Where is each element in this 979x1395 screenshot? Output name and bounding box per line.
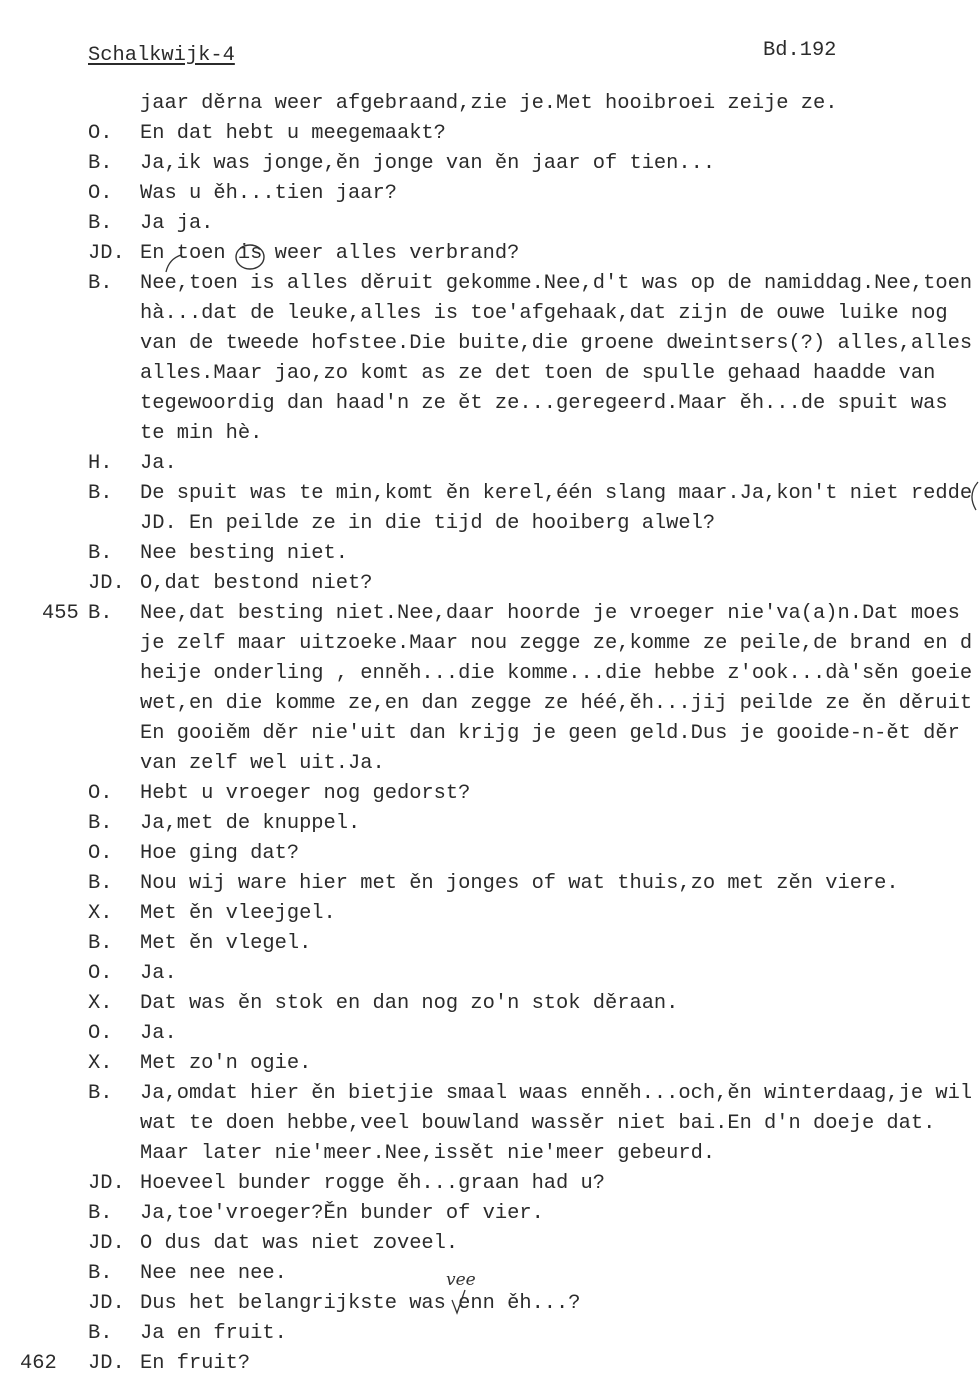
page-reference: Bd.192	[763, 39, 837, 62]
transcript-line	[0, 1319, 979, 1349]
transcript-line	[0, 1199, 979, 1229]
speaker-label: X.	[88, 1052, 113, 1075]
transcript-line	[0, 1049, 979, 1079]
speaker-label: H.	[88, 452, 113, 475]
transcript-line	[0, 599, 979, 629]
transcript-line	[0, 539, 979, 569]
utterance-text: Dus het belangrijkste was enn ěh...?	[140, 1292, 581, 1315]
utterance-text: Nou wij ware hier met ěn jonges of wat thuis,zo met zěn viere.	[140, 872, 899, 895]
speaker-label: B.	[88, 812, 113, 835]
margin-line-number: 462	[20, 1352, 57, 1375]
utterance-text: Ja,omdat hier ěn bietjie smaal waas enněh...och,ěn winterdaag,je wil	[140, 1082, 973, 1105]
speaker-label: B.	[88, 872, 113, 895]
speaker-label: JD.	[88, 242, 125, 265]
utterance-text: Ja,ik was jonge,ěn jonge van ěn jaar of tien...	[140, 152, 716, 175]
utterance-text: Ja,met de knuppel.	[140, 812, 361, 835]
transcript-line	[0, 1289, 979, 1319]
utterance-text: Maar later nie'meer.Nee,issět nie'meer gebeurd.	[140, 1142, 716, 1165]
transcript-line	[0, 299, 979, 329]
transcript-line	[0, 149, 979, 179]
speaker-label: O.	[88, 842, 113, 865]
utterance-text: heije onderling , enněh...die komme...die hebbe z'ook...dà'sěn goeie	[140, 662, 973, 685]
utterance-text: Hoeveel bunder rogge ěh...graan had u?	[140, 1172, 605, 1195]
transcript-line	[0, 959, 979, 989]
transcript-line	[0, 329, 979, 359]
transcript-line	[0, 1019, 979, 1049]
transcript-line	[0, 629, 979, 659]
transcript-line	[0, 449, 979, 479]
speaker-label: B.	[88, 1262, 113, 1285]
speaker-label: X.	[88, 902, 113, 925]
utterance-text: JD. En peilde ze in die tijd de hooiberg alwel?	[140, 512, 716, 535]
speaker-label: B.	[88, 152, 113, 175]
speaker-label: O.	[88, 182, 113, 205]
transcript-line	[0, 569, 979, 599]
transcript-body	[0, 89, 979, 1379]
speaker-label: B.	[88, 542, 113, 565]
transcript-line	[0, 779, 979, 809]
utterance-text: hà...dat de leuke,alles is toe'afgehaak,dat zijn de ouwe luike nog	[140, 302, 948, 325]
speaker-label: O.	[88, 782, 113, 805]
transcript-line	[0, 479, 979, 509]
utterance-text: Ja.	[140, 962, 177, 985]
transcript-line	[0, 749, 979, 779]
utterance-text: wet,en die komme ze,en dan zegge ze héé,ěh...jij peilde ze ěn děruit	[140, 692, 973, 715]
utterance-text: Ja en fruit.	[140, 1322, 287, 1345]
transcript-line	[0, 1079, 979, 1109]
transcript-line	[0, 1349, 979, 1379]
speaker-label: B.	[88, 1202, 113, 1225]
utterance-text: te min hè.	[140, 422, 263, 445]
margin-line-number: 455	[42, 602, 79, 625]
speaker-label: JD.	[88, 572, 125, 595]
transcript-line	[0, 89, 979, 119]
speaker-label: O.	[88, 962, 113, 985]
speaker-label: X.	[88, 992, 113, 1015]
utterance-text: O dus dat was niet zoveel.	[140, 1232, 459, 1255]
speaker-label: B.	[88, 1322, 113, 1345]
utterance-text: van de tweede hofstee.Die buite,die groene dweintsers(?) alles,alles	[140, 332, 973, 355]
transcript-line	[0, 989, 979, 1019]
utterance-text: O,dat bestond niet?	[140, 572, 373, 595]
speaker-label: O.	[88, 122, 113, 145]
utterance-text: alles.Maar jao,zo komt as ze det toen de spulle gehaad haadde van	[140, 362, 936, 385]
speaker-label: JD.	[88, 1352, 125, 1375]
transcript-line	[0, 839, 979, 869]
utterance-text: En fruit?	[140, 1352, 251, 1375]
utterance-text: De spuit was te min,komt ěn kerel,één slang maar.Ja,kon't niet redde	[140, 482, 973, 505]
transcript-line	[0, 1229, 979, 1259]
utterance-text: Ja.	[140, 452, 177, 475]
utterance-text: En toen is weer alles verbrand?	[140, 242, 520, 265]
utterance-text: jaar děrna weer afgebraand,zie je.Met hooibroei zeije ze.	[140, 92, 838, 115]
speaker-label: JD.	[88, 1292, 125, 1315]
utterance-text: Nee nee nee.	[140, 1262, 287, 1285]
speaker-label: B.	[88, 602, 113, 625]
transcript-line	[0, 689, 979, 719]
speaker-label: B.	[88, 932, 113, 955]
transcript-line	[0, 179, 979, 209]
transcript-line	[0, 239, 979, 269]
utterance-text: tegewoordig dan haad'n ze ět ze...geregeerd.Maar ěh...de spuit was	[140, 392, 948, 415]
utterance-text: Was u ěh...tien jaar?	[140, 182, 397, 205]
utterance-text: Hoe ging dat?	[140, 842, 300, 865]
utterance-text: Met ěn vleejgel.	[140, 902, 336, 925]
transcript-line	[0, 509, 979, 539]
utterance-text: En gooiěm děr nie'uit dan krijg je geen geld.Dus je gooide-n-ět děr	[140, 722, 960, 745]
transcript-line	[0, 1139, 979, 1169]
utterance-text: Nee,dat besting niet.Nee,daar hoorde je vroeger nie'va(a)n.Dat moes	[140, 602, 960, 625]
transcript-line	[0, 659, 979, 689]
utterance-text: Ja,toe'vroeger?Ěn bunder of vier.	[140, 1202, 544, 1225]
transcript-line	[0, 1169, 979, 1199]
utterance-text: van zelf wel uit.Ja.	[140, 752, 385, 775]
transcript-line	[0, 809, 979, 839]
transcript-line	[0, 359, 979, 389]
document-title: Schalkwijk-4	[88, 44, 235, 67]
transcript-line	[0, 899, 979, 929]
speaker-label: B.	[88, 482, 113, 505]
transcript-line	[0, 389, 979, 419]
speaker-label: B.	[88, 212, 113, 235]
transcript-line	[0, 929, 979, 959]
utterance-text: Met ěn vlegel.	[140, 932, 312, 955]
transcript-line	[0, 869, 979, 899]
speaker-label: JD.	[88, 1232, 125, 1255]
utterance-text: Nee,toen is alles děruit gekomme.Nee,d't was op de namiddag.Nee,toen	[140, 272, 973, 295]
utterance-text: En dat hebt u meegemaakt?	[140, 122, 446, 145]
utterance-text: Dat was ěn stok en dan nog zo'n stok děraan.	[140, 992, 679, 1015]
speaker-label: O.	[88, 1022, 113, 1045]
speaker-label: B.	[88, 1082, 113, 1105]
utterance-text: Nee besting niet.	[140, 542, 349, 565]
utterance-text: Ja.	[140, 1022, 177, 1045]
transcript-line	[0, 269, 979, 299]
utterance-text: Ja ja.	[140, 212, 214, 235]
speaker-label: JD.	[88, 1172, 125, 1195]
utterance-text: wat te doen hebbe,veel bouwland wassěr niet bai.En d'n doeje dat.	[140, 1112, 936, 1135]
transcript-line	[0, 719, 979, 749]
transcript-line	[0, 419, 979, 449]
transcript-line	[0, 1109, 979, 1139]
utterance-text: Met zo'n ogie.	[140, 1052, 312, 1075]
transcript-line	[0, 1259, 979, 1289]
transcript-line	[0, 119, 979, 149]
handwritten-insert-word: vee	[446, 1270, 476, 1290]
utterance-text: je zelf maar uitzoeke.Maar nou zegge ze,komme ze peile,de brand en d	[140, 632, 973, 655]
utterance-text: Hebt u vroeger nog gedorst?	[140, 782, 471, 805]
speaker-label: B.	[88, 272, 113, 295]
transcript-line	[0, 209, 979, 239]
